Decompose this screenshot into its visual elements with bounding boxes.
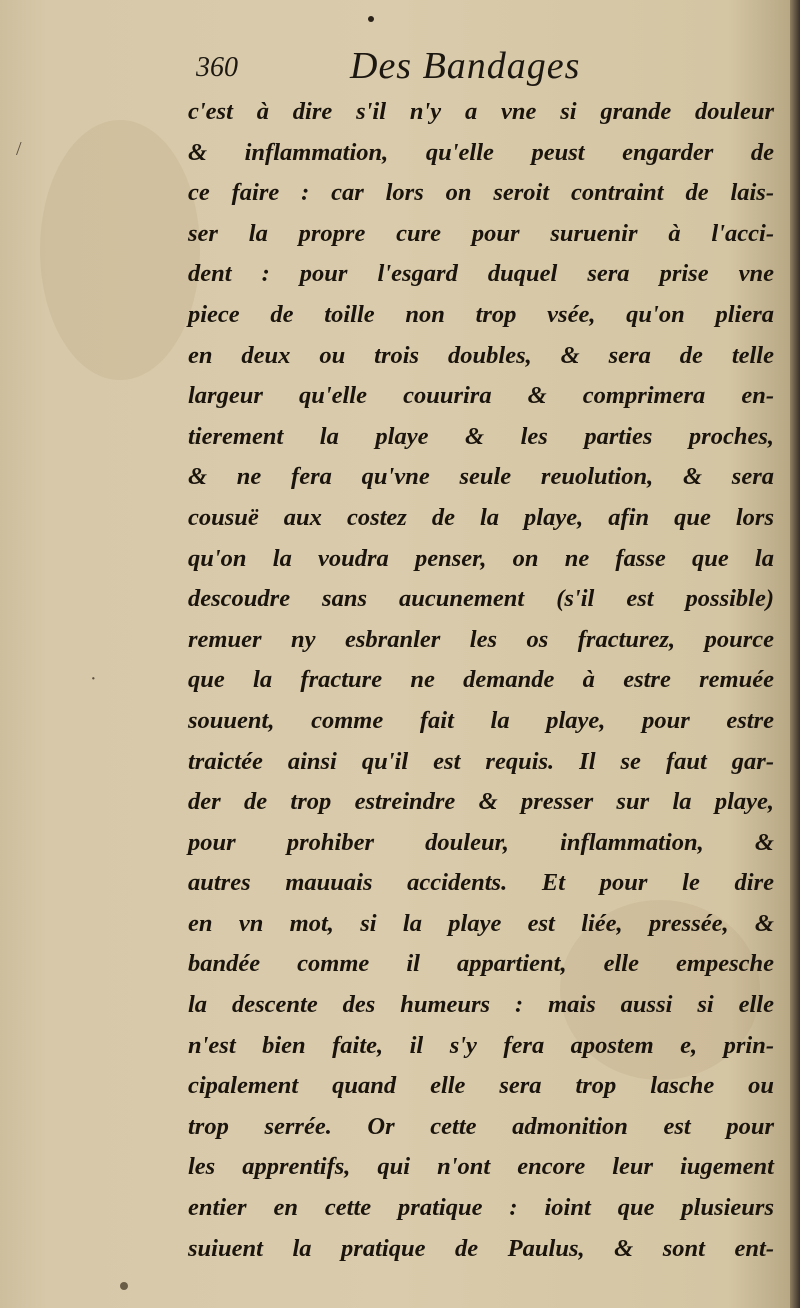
text-line: suiuent la pratique de Paulus, & sont ent-	[188, 1234, 774, 1262]
text-line: que la fracture ne demande à estre remuée	[188, 666, 774, 694]
text-line: der de trop estreindre & presser sur la playe,	[188, 788, 774, 816]
page-header	[196, 44, 616, 94]
text-line: & inflammation, qu'elle peust engarder de	[188, 138, 774, 166]
ink-speck	[368, 16, 374, 22]
margin-mark: /	[16, 138, 22, 160]
text-line: les apprentifs, qui n'ont encore leur iugement	[188, 1153, 774, 1181]
text-line: la descente des humeurs : mais aussi si elle	[188, 991, 774, 1019]
text-line: remuer ny esbranler les os fracturez, pource	[188, 625, 774, 653]
text-line: dent : pour l'esgard duquel sera prise vne	[188, 260, 774, 288]
text-line: cipalement quand elle sera trop lasche ou	[188, 1072, 774, 1100]
text-line: entier en cette pratique : ioint que plusieurs	[188, 1194, 774, 1222]
text-line: ce faire : car lors on seroit contraint de lais-	[188, 179, 774, 207]
text-line: tierement la playe & les parties proches,	[188, 422, 774, 450]
text-line: qu'on la voudra penser, on ne fasse que la	[188, 544, 774, 572]
text-line: traictée ainsi qu'il est requis. Il se faut gar-	[188, 747, 774, 775]
text-line: ser la propre cure pour suruenir à l'acci-	[188, 219, 774, 247]
text-line: trop serrée. Or cette admonition est pour	[188, 1112, 774, 1140]
text-line: c'est à dire s'il n'y a vne si grande douleur	[188, 98, 774, 125]
text-line: souuent, comme fait la playe, pour estre	[188, 706, 774, 734]
body-text	[188, 92, 774, 1269]
text-line: bandée comme il appartient, elle empesche	[188, 950, 774, 978]
paper-stain	[40, 120, 200, 380]
text-line: largeur qu'elle couurira & comprimera en-	[188, 382, 774, 410]
text-line: & ne fera qu'vne seule reuolution, & sera	[188, 463, 774, 491]
text-line: en vn mot, si la playe est liée, pressée, &	[188, 909, 774, 937]
text-line: autres mauuais accidents. Et pour le dire	[188, 869, 774, 897]
text-line: n'est bien faite, il s'y fera apostem e, prin-	[188, 1031, 774, 1059]
page-number: 360	[196, 52, 238, 83]
text-line: pour prohiber douleur, inflammation, &	[188, 828, 774, 856]
text-line: piece de toille non trop vsée, qu'on pliera	[188, 300, 774, 328]
running-head: Des Bandages	[350, 45, 581, 87]
text-line: cousuë aux costez de la playe, afin que lors	[188, 503, 774, 531]
text-line: en deux ou trois doubles, & sera de telle	[188, 341, 774, 369]
binding-edge	[790, 0, 800, 1308]
text-line: descoudre sans aucunement (s'il est possible)	[188, 585, 774, 613]
ink-speck	[120, 1282, 128, 1290]
margin-mark: ·	[90, 668, 97, 690]
